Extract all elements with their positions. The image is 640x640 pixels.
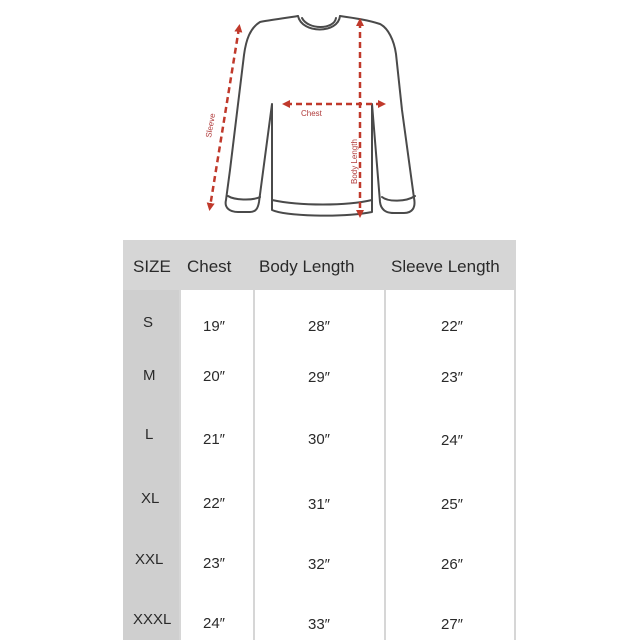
body-length-cell: 29″ (308, 369, 330, 386)
body-length-cell: 33″ (308, 616, 330, 633)
body-length-cell: 30″ (308, 431, 330, 448)
header-body-length: Body Length (259, 257, 355, 276)
body-length-label: Body Length (350, 139, 359, 184)
chest-cell: 21″ (203, 431, 225, 448)
sleeve-length-cell: 27″ (441, 616, 463, 633)
chest-cell: 19″ (203, 318, 225, 335)
chest-cell: 22″ (203, 495, 225, 512)
sleeve-length-cell: 22″ (441, 318, 463, 335)
header-sleeve-length: Sleeve Length (391, 257, 500, 276)
size-chart-table (123, 240, 516, 640)
size-cell: S (143, 314, 154, 331)
size-cell: XL (141, 490, 160, 507)
size-cell: XXXL (133, 611, 172, 628)
chest-label: Chest (301, 109, 322, 118)
sleeve-label: Sleeve (204, 112, 218, 139)
shirt-measurement-diagram (190, 0, 450, 232)
size-cell: M (143, 367, 156, 384)
chest-cell: 20″ (203, 368, 225, 385)
body-length-cell: 32″ (308, 556, 330, 573)
header-size: SIZE (133, 257, 171, 276)
chest-cell: 24″ (203, 615, 225, 632)
header-chest: Chest (187, 257, 232, 276)
chest-cell: 23″ (203, 555, 225, 572)
size-cell: XXL (135, 551, 164, 568)
body-length-cell: 28″ (308, 318, 330, 335)
size-cell: L (145, 426, 154, 443)
sleeve-length-cell: 25″ (441, 496, 463, 513)
sleeve-length-cell: 23″ (441, 369, 463, 386)
sleeve-length-cell: 24″ (441, 432, 463, 449)
body-length-cell: 31″ (308, 496, 330, 513)
sleeve-length-cell: 26″ (441, 556, 463, 573)
long-sleeve-shirt-icon (190, 0, 450, 232)
